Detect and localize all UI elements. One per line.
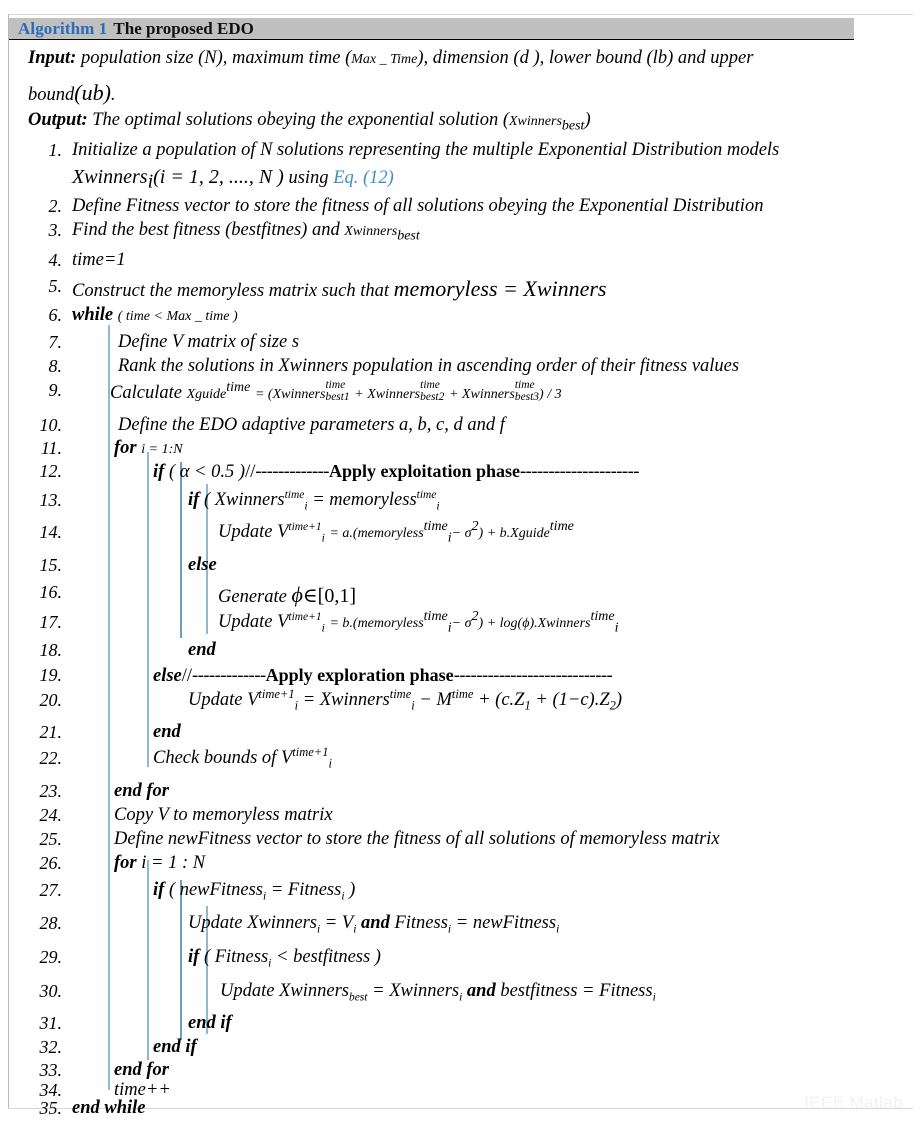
step-9-best1-stack — [325, 380, 349, 403]
input-bound-word: bound — [28, 85, 75, 105]
step-row-29 — [28, 947, 381, 968]
step-number-27: 27. — [39, 880, 62, 900]
step-20-rhs-c: + (c.Z — [478, 690, 525, 710]
step-6-keyword: while — [72, 305, 114, 325]
step-row-4 — [28, 250, 126, 271]
step-9-xguide: Xguide — [186, 386, 227, 402]
step-27-c: ) — [349, 880, 356, 900]
step-17-rhs-b: − σ — [451, 616, 472, 631]
step-9-plus1: + Xwinners — [354, 386, 421, 402]
algorithm-title: The proposed EDO — [113, 18, 254, 38]
step-row-12 — [28, 461, 639, 483]
step-17-rhs-a: = b.(memoryless — [329, 616, 424, 631]
step-number-32: 32. — [39, 1037, 62, 1057]
step-text-21: end — [153, 722, 181, 742]
step-11-keyword: for — [114, 438, 137, 458]
step-20-rhs-sub3: 2 — [609, 698, 616, 713]
step-row-32 — [28, 1037, 197, 1058]
step-1-xwinners: Xwinners — [72, 166, 148, 188]
step-number-9: 9. — [48, 380, 62, 400]
step-row-3 — [28, 220, 420, 244]
step-12-phase-label: Apply exploitation phase — [328, 461, 521, 481]
step-26-range: i = 1 : N — [141, 853, 206, 873]
step-text-32: end if — [153, 1037, 197, 1057]
step-27-b: = Fitness — [270, 880, 342, 900]
step-row-5 — [28, 276, 607, 302]
step-1-range: (i = 1, 2, ...., N ) — [153, 166, 284, 188]
step-row-15 — [28, 555, 217, 576]
input-text-b: ), dimension (d ), lower bound (lb) and upper — [417, 48, 754, 68]
step-text-23: end for — [114, 781, 169, 801]
step-row-20 — [28, 686, 623, 713]
step-30-update: Update — [220, 981, 275, 1001]
step-number-19: 19. — [39, 665, 62, 685]
step-text-35: end while — [72, 1098, 146, 1118]
step-30-sub: best — [348, 991, 368, 1004]
step-9-b1-sub: best1 — [325, 390, 350, 403]
step-text-7: Define V matrix of size s — [118, 332, 300, 352]
step-11-range: i = 1:N — [141, 442, 183, 457]
step-20-rhs-sup: time — [389, 686, 412, 701]
step-17-rhs-sup: time — [423, 608, 448, 624]
step-number-1: 1. — [48, 140, 62, 160]
step-number-11: 11. — [40, 438, 62, 458]
output-text-end: ) — [584, 110, 591, 130]
step-number-3: 3. — [48, 220, 62, 240]
step-17-rhs-sub: i — [447, 620, 452, 636]
step-13-rhs: = memoryless — [312, 490, 417, 510]
step-12-dash-left: ------------- — [255, 462, 329, 482]
step-row-14 — [28, 518, 574, 546]
step-number-28: 28. — [39, 913, 62, 933]
step-text-1: Initialize a population of N solutions representing the multiple Exponential Distribution models — [72, 140, 780, 160]
step-row-16 — [28, 582, 356, 608]
step-19-phase-label: Apply exploration phase — [265, 665, 454, 685]
step-row-18 — [28, 640, 216, 661]
step-17-update: Update — [218, 612, 273, 632]
step-9-b1-sup: time — [325, 379, 346, 391]
step-9-b2-sub: best2 — [420, 390, 445, 403]
step-9-b2-sup: time — [420, 379, 440, 391]
step-28-and: and — [361, 913, 390, 933]
step-14-sup: time+1 — [288, 520, 322, 533]
step-19-dash-right: ---------------------------- — [453, 666, 613, 686]
step-1-sub: i — [147, 170, 154, 193]
step-number-22: 22. — [39, 748, 62, 768]
step-14-rhs-b: − σ — [451, 526, 472, 541]
step-row-21 — [28, 722, 181, 743]
step-text-25: Define newFitness vector to store the fitness of all solutions of memoryless matrix — [114, 829, 720, 849]
step-5-equation: memoryless = Xwinners — [393, 276, 607, 301]
step-text-15: else — [188, 555, 217, 575]
step-text-33: end for — [114, 1060, 169, 1080]
step-row-22 — [28, 744, 332, 771]
step-20-rhs-sup2: time — [451, 686, 474, 701]
step-text-34: time++ — [114, 1080, 171, 1100]
step-16-in-symbol: ∈ — [302, 585, 318, 607]
step-14-rhs-a: = a.(memoryless — [329, 526, 424, 541]
step-20-rhs-sub2: 1 — [524, 698, 531, 713]
step-text-8: Rank the solutions in Xwinners population in ascending order of their fitness values — [118, 356, 740, 376]
step-30-sub3: i — [652, 991, 656, 1004]
step-number-23: 23. — [39, 781, 62, 801]
step-number-7: 7. — [48, 332, 62, 352]
step-28-a: Xwinners — [247, 913, 317, 933]
step-30-sub2: i — [459, 991, 463, 1004]
step-text-5: Construct the memoryless matrix such that — [72, 281, 390, 301]
step-row-19 — [28, 665, 612, 687]
step-number-16: 16. — [39, 582, 62, 602]
step-1-using: using — [288, 168, 329, 188]
step-number-26: 26. — [39, 853, 62, 873]
step-row-26 — [28, 853, 205, 874]
step-9-best2-stack — [420, 380, 444, 403]
step-19-keyword: else — [153, 666, 182, 686]
step-3-sub: best — [397, 228, 420, 244]
step-20-rhs-d: + (1−c).Z — [535, 690, 610, 710]
output-line — [28, 110, 591, 134]
output-var: Xwinners — [509, 114, 562, 129]
step-12-dash-right: --------------------- — [520, 462, 639, 482]
step-17-rhs-pow: 2 — [471, 608, 479, 624]
step-row-1b — [72, 166, 394, 193]
step-16-range: [0,1] — [317, 585, 356, 607]
step-9-best3-stack — [515, 380, 539, 403]
step-number-31: 31. — [39, 1013, 62, 1033]
step-17-rhs-c: ) + log(ϕ).Xwinners — [478, 616, 591, 631]
step-row-17 — [28, 608, 619, 636]
step-28-sub3: i — [447, 923, 452, 936]
step-13-sub: i — [304, 500, 308, 513]
step-14-rhs-sub: i — [447, 530, 452, 546]
step-30-a: Xwinners — [279, 981, 349, 1001]
step-number-21: 21. — [39, 722, 62, 742]
watermark: IEEE Matlab — [804, 1093, 903, 1112]
step-14-v: V — [277, 522, 289, 542]
step-16-generate: Generate — [218, 587, 287, 607]
step-row-33 — [28, 1060, 169, 1081]
step-20-v: V — [247, 690, 259, 710]
algorithm-header-bar — [9, 18, 854, 40]
step-row-6 — [28, 305, 238, 326]
step-17-sub: i — [321, 622, 325, 635]
step-text-4: time=1 — [72, 250, 126, 270]
step-30-and: and — [466, 981, 496, 1001]
step-text-2: Define Fitness vector to store the fitness of all solutions obeying the Exponential Distribution — [72, 196, 764, 216]
step-26-keyword: for — [114, 853, 137, 873]
step-row-7 — [28, 332, 299, 353]
step-27-sub2: i — [341, 890, 345, 903]
step-row-24 — [28, 805, 333, 826]
step-row-1 — [28, 140, 779, 161]
step-29-a: ( Fitness — [203, 947, 269, 967]
step-text-3: Find the best fitness (bestfitnes) and — [72, 220, 340, 240]
step-20-rhs-e: ) — [615, 690, 623, 710]
step-9-eq1: = (Xwinners — [254, 386, 326, 402]
output-text: The optimal solutions obeying the exponential solution ( — [92, 110, 509, 130]
step-12-condition: ( α < 0.5 ) — [168, 462, 246, 482]
step-9-b3-sub: best3 — [514, 390, 540, 403]
step-27-sub: i — [262, 890, 267, 903]
step-12-comment-slashes: // — [245, 462, 256, 482]
step-number-33: 33. — [39, 1060, 62, 1080]
step-row-23 — [28, 781, 169, 802]
step-number-5: 5. — [48, 276, 62, 296]
step-28-b: = V — [324, 913, 354, 933]
step-9-calculate: Calculate — [110, 382, 182, 403]
algorithm-number: Algorithm 1 — [18, 18, 108, 38]
step-row-31 — [28, 1013, 232, 1034]
step-27-a: ( newFitness — [168, 880, 263, 900]
step-number-17: 17. — [39, 612, 62, 632]
step-number-29: 29. — [39, 947, 62, 967]
step-20-update: Update — [188, 690, 243, 710]
step-number-25: 25. — [39, 829, 62, 849]
step-14-rhs-sup: time — [423, 518, 448, 534]
step-22-v: V — [280, 748, 293, 768]
step-number-34: 34. — [39, 1080, 62, 1100]
step-19-comment-slashes: // — [181, 666, 193, 686]
step-17-v: V — [277, 612, 289, 632]
input-period: . — [110, 85, 116, 105]
step-text-31: end if — [188, 1013, 232, 1033]
step-13-sub2: i — [436, 500, 440, 513]
step-number-13: 13. — [39, 490, 62, 510]
step-20-rhs-a: = Xwinners — [302, 690, 390, 710]
input-ub: (ub) — [74, 80, 111, 105]
step-28-sub: i — [316, 923, 321, 936]
step-number-18: 18. — [39, 640, 62, 660]
step-22-sub: i — [328, 756, 332, 771]
step-30-c: bestfitness = Fitness — [500, 981, 653, 1001]
step-9-b3-sup: time — [514, 379, 535, 391]
step-20-rhs-b: − M — [419, 690, 452, 710]
step-text-18: end — [188, 640, 216, 660]
step-20-sup: time+1 — [258, 686, 295, 701]
step-28-c: Fitness — [394, 913, 448, 933]
step-number-12: 12. — [39, 461, 62, 481]
step-number-4: 4. — [48, 250, 62, 270]
step-row-25 — [28, 829, 720, 850]
step-22-sup: time+1 — [292, 744, 329, 759]
step-row-13 — [28, 490, 440, 511]
step-19-dash-left: ------------- — [192, 666, 266, 686]
eq-12-link[interactable]: Eq. (12) — [333, 168, 394, 188]
step-row-30 — [28, 981, 656, 1002]
step-9-xguide-sup: time — [226, 379, 251, 395]
step-14-rhs-pow: 2 — [471, 518, 479, 534]
output-var-sub: best — [561, 118, 585, 134]
step-12-keyword: if — [153, 462, 165, 482]
step-row-27 — [28, 880, 355, 901]
input-line-2 — [28, 80, 116, 106]
step-number-10: 10. — [39, 415, 62, 435]
step-13-keyword: if — [188, 490, 200, 510]
step-14-rhs-sup2: time — [549, 518, 574, 534]
step-29-keyword: if — [188, 947, 200, 967]
step-number-35: 35. — [39, 1098, 62, 1118]
step-29-b: < bestfitness ) — [275, 947, 381, 967]
step-row-11 — [28, 438, 183, 459]
step-17-rhs-sup2: time — [590, 608, 615, 624]
step-14-sub: i — [321, 532, 325, 545]
step-9-plus2: + Xwinners — [448, 386, 515, 402]
step-number-2: 2. — [48, 196, 62, 216]
step-6-condition: ( time < Max _ time ) — [117, 309, 238, 324]
step-22-text: Check bounds of — [153, 748, 277, 768]
step-row-10 — [28, 415, 505, 436]
step-14-rhs-c: ) + b.Xguide — [478, 526, 550, 541]
step-row-28 — [28, 913, 559, 934]
step-13-sup2: time — [416, 488, 437, 501]
input-max-time: Max _ Time — [351, 52, 418, 67]
step-number-14: 14. — [39, 522, 62, 542]
step-number-24: 24. — [39, 805, 62, 825]
step-row-9 — [28, 380, 562, 404]
step-14-update: Update — [218, 522, 273, 542]
step-number-6: 6. — [48, 305, 62, 325]
step-17-sup: time+1 — [288, 610, 322, 623]
step-number-15: 15. — [39, 555, 62, 575]
step-20-sub: i — [294, 698, 299, 713]
step-30-b: = Xwinners — [372, 981, 460, 1001]
step-28-sub4: i — [556, 923, 560, 936]
step-number-20: 20. — [39, 690, 62, 710]
step-3-xwinners: Xwinners — [344, 224, 398, 239]
input-label: Input: — [28, 48, 77, 68]
step-13-lhs: ( Xwinners — [203, 490, 285, 510]
step-13-sup: time — [284, 488, 305, 501]
step-28-d: = newFitness — [455, 913, 557, 933]
step-text-10: Define the EDO adaptive parameters a, b, c, d and f — [118, 415, 505, 435]
step-28-sub2: i — [353, 923, 357, 936]
step-17-rhs-sub2: i — [614, 620, 619, 636]
input-line-1 — [28, 48, 753, 69]
step-row-8 — [28, 356, 739, 377]
step-row-35 — [28, 1098, 146, 1119]
step-number-8: 8. — [48, 356, 62, 376]
step-28-update: Update — [188, 913, 243, 933]
step-row-2 — [28, 196, 763, 217]
step-20-rhs-sub: i — [411, 698, 415, 713]
output-label: Output: — [28, 110, 88, 130]
step-text-24: Copy V to memoryless matrix — [114, 805, 333, 825]
step-number-30: 30. — [39, 981, 62, 1001]
input-text-a: population size (N), maximum time ( — [80, 48, 352, 68]
step-16-phi: ϕ — [291, 582, 303, 607]
step-29-sub: i — [268, 957, 272, 970]
step-27-keyword: if — [153, 880, 165, 900]
step-9-end: ) / 3 — [539, 386, 562, 402]
